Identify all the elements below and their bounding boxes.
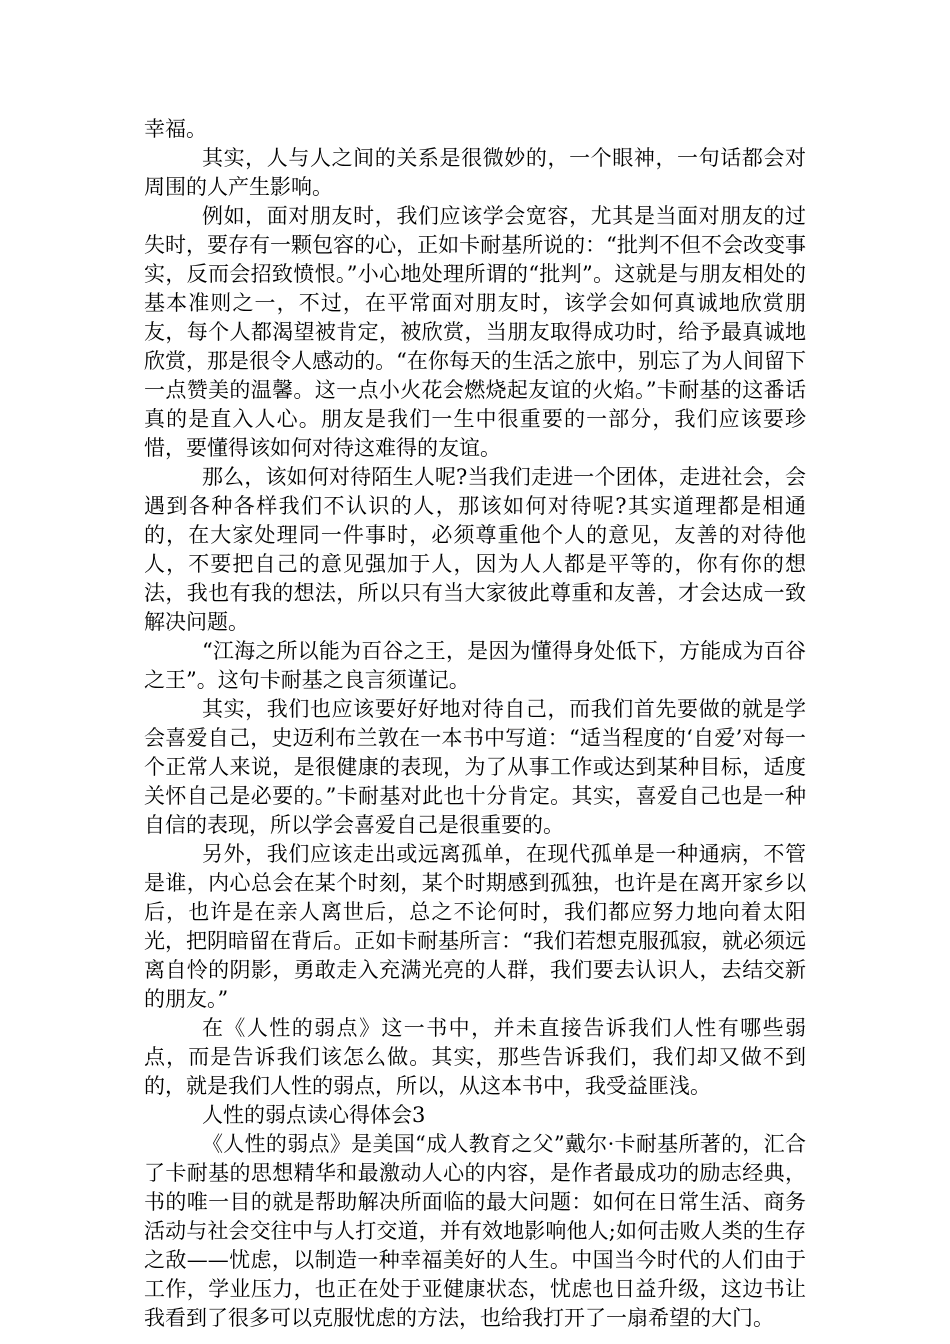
paragraph: “江海之所以能为百谷之王，是因为懂得身处低下，方能成为百谷之王”。这句卡耐基之良言须谨记。 xyxy=(144,639,806,692)
paragraph: 另外，我们应该走出或远离孤单，在现代孤单是一种通病，不管是谁，内心总会在某个时刻，某个时期感到孤独，也许是在离开家乡以后，也许是在亲人离世后，总之不论何时，我们都应努力地向着太阳光，把阴暗留在背后。正如卡耐基所言：“我们若想克服孤寂，就必须远离自怜的阴影，勇敢走入充满光亮的人群，我们要去认识人，去结交新的朋友。” xyxy=(144,842,806,1011)
document-page xyxy=(144,115,806,1333)
paragraph: 在《人性的弱点》这一书中，并未直接告诉我们人性有哪些弱点，而是告诉我们该怎么做。其实，那些告诉我们，我们却又做不到的，就是我们人性的弱点，所以，从这本书中，我受益匪浅。 xyxy=(144,1016,806,1098)
paragraph: 那么，该如何对待陌生人呢?当我们走进一个团体，走进社会，会遇到各种各样我们不认识的人，那该如何对待呢?其实道理都是相通的，在大家处理同一件事时，必须尊重他个人的意见，友善的对待他人，不要把自己的意见强加于人，因为人人都是平等的，你有你的想法，我也有我的想法，所以只有当大家彼此尊重和友善，才会达成一致解决问题。 xyxy=(144,465,806,634)
paragraph: 例如，面对朋友时，我们应该学会宽容，尤其是当面对朋友的过失时，要存有一颗包容的心，正如卡耐基所说的：“批判不但不会改变事实，反而会招致愤恨。”小心地处理所谓的“批判”。这就是与朋友相处的基本准则之一，不过，在平常面对朋友时，该学会如何真诚地欣赏朋友，每个人都渴望被肯定，被欣赏，当朋友取得成功时，给予最真诚地欣赏，那是很令人感动的。“在你每天的生活之旅中，别忘了为人间留下一点赞美的温馨。这一点小火花会燃烧起友谊的火焰。”卡耐基的这番话真的是直入人心。朋友是我们一生中很重要的一部分，我们应该要珍惜，要懂得该如何对待这难得的友谊。 xyxy=(144,204,806,460)
paragraph: 其实，人与人之间的关系是很微妙的，一个眼神，一句话都会对周围的人产生影响。 xyxy=(144,146,806,199)
paragraph: 《人性的弱点》是美国“成人教育之父”戴尔·卡耐基所著的，汇合了卡耐基的思想精华和最激动人心的内容，是作者最成功的励志经典，书的唯一目的就是帮助解决所面临的最大问题：如何在日常生活、商务活动与社会交往中与人打交道，并有效地影响他人;如何击败人类的生存之敌——忧虑，以制造一种幸福美好的人生。中国当今时代的人们由于工作，学业压力，也正在处于亚健康状态，忧虑也日益升级，这边书让我看到了很多可以克服忧虑的方法，也给我打开了一扇希望的大门。 xyxy=(144,1132,806,1330)
section-heading: 人性的弱点读心得体会3 xyxy=(202,1103,426,1127)
paragraph: 幸福。 xyxy=(144,117,207,141)
paragraph: 其实，我们也应该要好好地对待自己，而我们首先要做的就是学会喜爱自己，史迈利布兰敦在一本书中写道：“适当程度的‘自爱’对每一个正常人来说，是很健康的表现，为了从事工作或达到某种目标，适度关怀自己是必要的。”卡耐基对此也十分肯定。其实，喜爱自己也是一种自信的表现，所以学会喜爱自己是很重要的。 xyxy=(144,697,806,837)
